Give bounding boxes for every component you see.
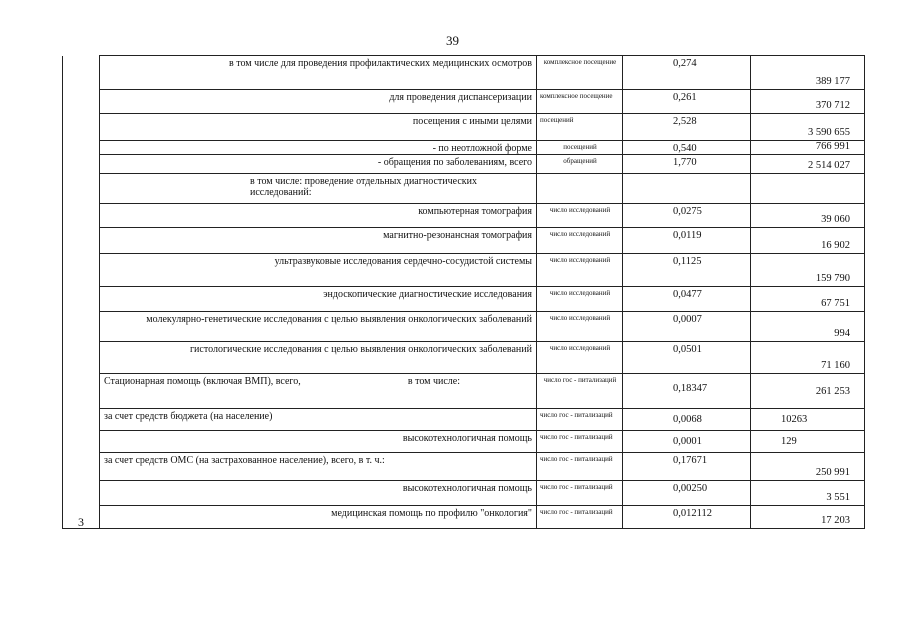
row-description: в том числе для проведения профилактических медицинских осмотров — [100, 56, 537, 90]
row-description: посещения с иными целями — [100, 114, 537, 141]
table-row — [63, 90, 865, 114]
row-unit: число исследований — [537, 342, 623, 374]
row-value: 0,0001 — [623, 431, 751, 453]
row-value: 0,17671 — [623, 453, 751, 481]
row-value: 0,274 — [623, 56, 751, 90]
row-unit: число исследований — [537, 254, 623, 287]
row-value: 0,0119 — [623, 228, 751, 254]
table-row — [63, 342, 865, 374]
row-value: 0,0068 — [623, 409, 751, 431]
row-value: 0,0007 — [623, 312, 751, 342]
row-unit — [537, 174, 623, 204]
row-description — [100, 374, 537, 409]
row-description: - обращения по заболеваниям, всего — [100, 155, 537, 174]
row-unit: число гос - питализаций — [537, 431, 623, 453]
table-row — [63, 254, 865, 287]
section-number: 3 — [63, 374, 100, 529]
row-unit: число исследований — [537, 204, 623, 228]
row-total: 159 790 — [751, 254, 865, 287]
row-unit: число гос - питализаций — [537, 409, 623, 431]
page-number: 39 — [446, 33, 459, 48]
row-description: за счет средств бюджета (на население) — [100, 409, 537, 431]
row-unit: число гос - питализаций — [537, 506, 623, 529]
row-description: эндоскопические диагностические исследования — [100, 287, 537, 312]
row-value: 0,0275 — [623, 204, 751, 228]
row-total: 994 — [751, 312, 865, 342]
row-unit: комплексное посещение — [537, 56, 623, 90]
table-row — [63, 506, 865, 529]
row-total: 389 177 — [751, 56, 865, 90]
row-value: 1,770 — [623, 155, 751, 174]
row-description: в том числе: проведение отдельных диагностических исследований: — [100, 174, 537, 204]
row-value: 2,528 — [623, 114, 751, 141]
row-value: 0,18347 — [623, 374, 751, 409]
table-row — [63, 287, 865, 312]
row-total — [751, 174, 865, 204]
row-unit: число гос - питализаций — [537, 374, 623, 409]
table-row — [63, 174, 865, 204]
row-description: компьютерная томография — [100, 204, 537, 228]
row-unit: обращений — [537, 155, 623, 174]
row-value: 0,00250 — [623, 481, 751, 506]
row-description: для проведения диспансеризации — [100, 90, 537, 114]
row-value — [623, 174, 751, 204]
table-row — [63, 431, 865, 453]
table-row — [63, 312, 865, 342]
row-total: 129 — [751, 431, 865, 453]
table-row — [63, 114, 865, 141]
row-description: гистологические исследования с целью выявления онкологических заболеваний — [100, 342, 537, 374]
row-total: 766 991 — [751, 141, 865, 155]
row-unit: посещений — [537, 141, 623, 155]
row-total: 16 902 — [751, 228, 865, 254]
row-total: 370 712 — [751, 90, 865, 114]
row-unit: число исследований — [537, 312, 623, 342]
row-value: 0,540 — [623, 141, 751, 155]
row-description: - по неотложной форме — [100, 141, 537, 155]
row-unit: число гос - питализаций — [537, 481, 623, 506]
row-value: 0,1125 — [623, 254, 751, 287]
row-total: 261 253 — [751, 374, 865, 409]
row-description: высокотехнологичная помощь — [100, 481, 537, 506]
row-description-main: Стационарная помощь (включая ВМП), всего, — [104, 376, 301, 387]
table-row — [63, 374, 865, 409]
row-unit: число гос - питализаций — [537, 453, 623, 481]
row-total: 71 160 — [751, 342, 865, 374]
row-description: медицинская помощь по профилю "онкология" — [100, 506, 537, 529]
row-description: за счет средств ОМС (на застрахованное население), всего, в т. ч.: — [100, 453, 537, 481]
row-unit: комплексное посещение — [537, 90, 623, 114]
row-value: 0,261 — [623, 90, 751, 114]
row-description: магнитно-резонансная томография — [100, 228, 537, 254]
row-total: 17 203 — [751, 506, 865, 529]
table-row — [63, 228, 865, 254]
table-row — [63, 141, 865, 155]
table-row — [63, 204, 865, 228]
row-value: 0,0501 — [623, 342, 751, 374]
row-total: 3 590 655 — [751, 114, 865, 141]
row-unit: число исследований — [537, 287, 623, 312]
table-row — [63, 409, 865, 431]
row-description: высокотехнологичная помощь — [100, 431, 537, 453]
section-number-cell-empty — [63, 56, 100, 374]
row-total: 3 551 — [751, 481, 865, 506]
table-row — [63, 481, 865, 506]
row-total: 2 514 027 — [751, 155, 865, 174]
row-total: 250 991 — [751, 453, 865, 481]
row-total: 39 060 — [751, 204, 865, 228]
table-row — [63, 453, 865, 481]
row-description: молекулярно-генетические исследования с целью выявления онкологических заболеваний — [100, 312, 537, 342]
row-total: 67 751 — [751, 287, 865, 312]
row-description: ультразвуковые исследования сердечно-сосудистой системы — [100, 254, 537, 287]
table-row — [63, 155, 865, 174]
row-value: 0,012112 — [623, 506, 751, 529]
medical-care-volume-table — [62, 55, 865, 529]
row-unit: число исследований — [537, 228, 623, 254]
row-description-suffix: в том числе: — [407, 376, 460, 387]
table-row — [63, 56, 865, 90]
row-unit: посещений — [537, 114, 623, 141]
row-value: 0,0477 — [623, 287, 751, 312]
row-total: 10263 — [751, 409, 865, 431]
